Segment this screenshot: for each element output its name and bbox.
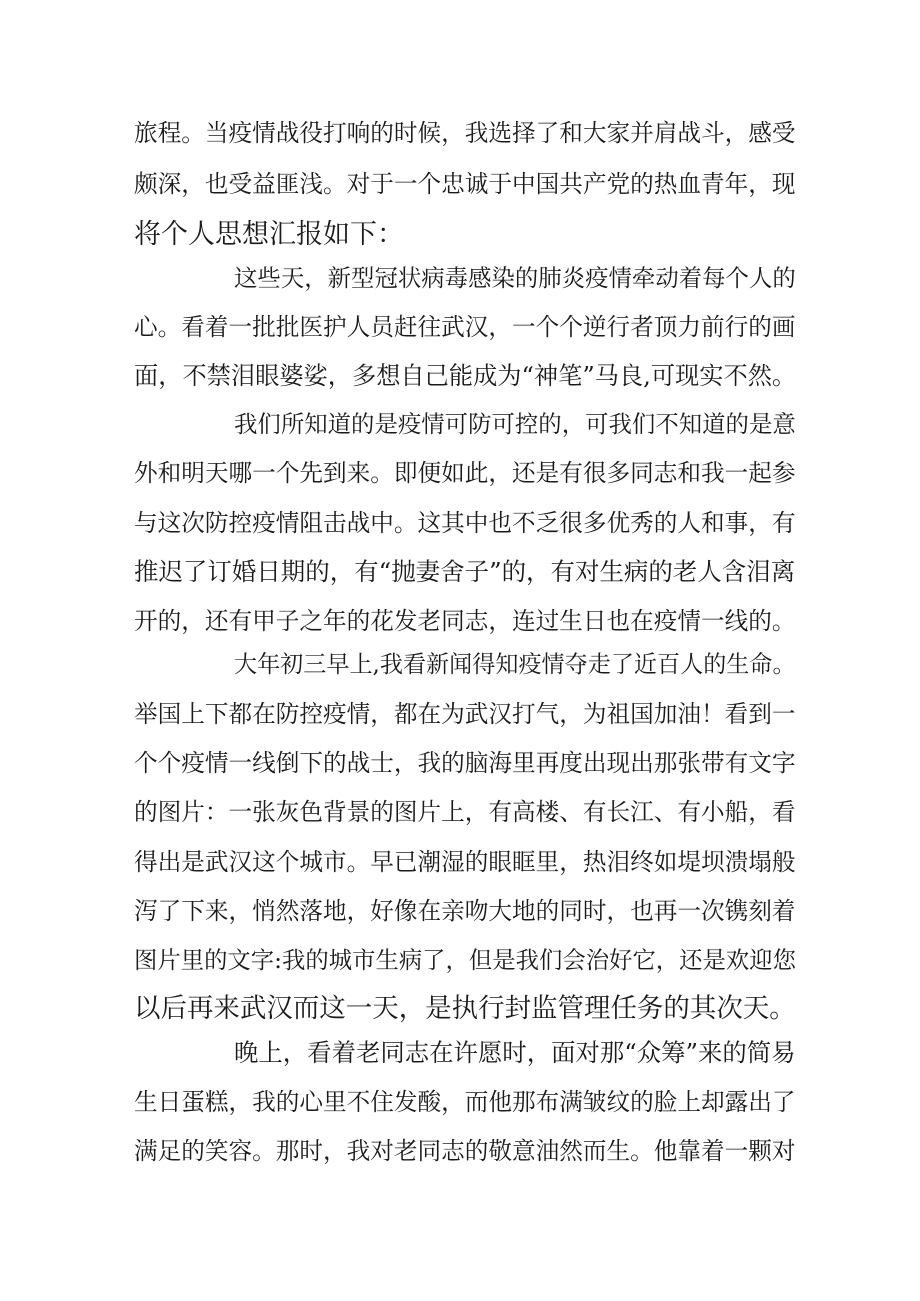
paragraph-3-line-4: 推迟了订婚日期的，有“抛妻舍子”的，有对生病的老人含泪离 xyxy=(134,557,796,586)
paragraph-1-line-2: 颇深，也受益匪浅。对于一个忠诚于中国共产党的热血青年，现 xyxy=(134,170,796,198)
paragraph-3-line-2: 外和明天哪一个先到来。即便如此，还是有很多同志和我一起参 xyxy=(134,459,796,487)
paragraph-1-line-3: 将个人思想汇报如下： xyxy=(134,219,404,250)
paragraph-2-line-1: 这些天，新型冠状病毒感染的肺炎疫情牵动着每个人的 xyxy=(234,264,796,292)
paragraph-4-line-1: 大年初三早上,我看新闻得知疫情夺走了近百人的生命。 xyxy=(234,652,796,678)
paragraph-3-line-3: 与这次防控疫情阻击战中。这其中也不乏很多优秀的人和事，有 xyxy=(134,509,796,537)
paragraph-5-line-3: 满足的笑容。那时，我对老同志的敬意油然而生。他靠着一颗对 xyxy=(134,1137,796,1165)
paragraph-4-line-7: 图片里的文字:我的城市生病了，但是我们会治好它，还是欢迎您 xyxy=(134,946,796,974)
paragraph-4-line-2: 举国上下都在防控疫情，都在为武汉打气，为祖国加油！看到一 xyxy=(134,700,796,728)
paragraph-2-line-3: 面，不禁泪眼婆娑，多想自己能成为“神笔”马良,可现实不然。 xyxy=(134,362,797,390)
paragraph-3-line-1: 我们所知道的是疫情可防可控的，可我们不知道的是意 xyxy=(234,410,796,438)
paragraph-5-line-2: 生日蛋糕，我的心里不住发酸，而他那布满皱纹的脸上却露出了 xyxy=(134,1088,796,1116)
paragraph-4-line-8: 以后再来武汉而这一天，是执行封监管理任务的其次天。 xyxy=(134,993,796,1024)
paragraph-2-line-2: 心。看着一批批医护人员赶往武汉，一个个逆行者顶力前行的画 xyxy=(134,313,796,341)
paragraph-4-line-6: 泻了下来，悄然落地，好像在亲吻大地的同时，也再一次镌刻着 xyxy=(134,897,796,925)
paragraph-5-line-1: 晚上，看着老同志在许愿时，面对那“众筹”来的简易 xyxy=(234,1038,796,1067)
paragraph-4-line-5: 得出是武汉这个城市。早已潮湿的眼眶里，热泪终如堤坝溃塌般 xyxy=(134,848,796,876)
paragraph-4-line-4: 的图片：一张灰色背景的图片上，有高楼、有长江、有小船，看 xyxy=(134,798,796,826)
paragraph-3-line-5: 开的，还有甲子之年的花发老同志，连过生日也在疫情一线的。 xyxy=(134,607,796,635)
paragraph-4-line-3: 个个疫情一线倒下的战士，我的脑海里再度出现出那张带有文字 xyxy=(134,749,796,777)
paragraph-1-line-1: 旅程。当疫情战役打响的时候，我选择了和大家并肩战斗，感受 xyxy=(134,119,796,147)
